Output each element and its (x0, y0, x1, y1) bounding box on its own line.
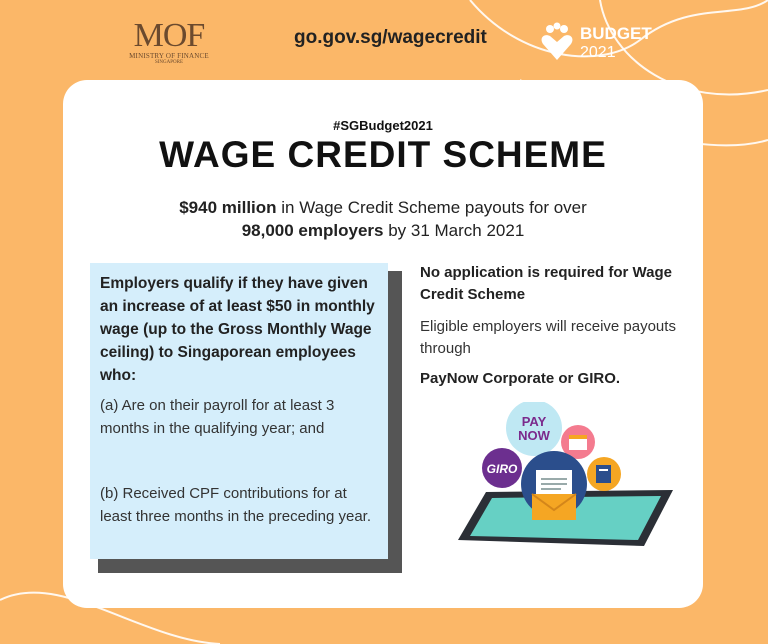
payout-text: Eligible employers will receive payouts through (420, 318, 676, 357)
heart-people-icon (540, 22, 574, 62)
employer-count: 98,000 employers (241, 221, 384, 240)
svg-text:NOW: NOW (518, 428, 550, 443)
payout-amount: $940 million (179, 198, 277, 217)
mof-logo: MOF MINISTRY OF FINANCE SINGAPORE (129, 17, 209, 65)
no-application-heading: No application is required for Wage Credit Scheme (420, 264, 672, 303)
book-icon (587, 457, 621, 491)
budget-2021-logo: BUDGET 2021 (540, 20, 660, 66)
paynow-icon (506, 402, 562, 456)
svg-text:GIRO: GIRO (486, 462, 518, 476)
giro-icon (482, 448, 522, 488)
page-title: WAGE CREDIT SCHEME (159, 134, 607, 175)
eligibility-box (90, 263, 388, 559)
hashtag: #SGBudget2021 (333, 118, 433, 133)
campaign-url[interactable]: go.gov.sg/wagecredit (294, 27, 487, 48)
eligibility-point-b: (b) Received CPF contributions for at least three months in the preceding year. (100, 485, 371, 525)
tablet-payment-illustration (448, 402, 688, 562)
payout-methods: PayNow Corporate or GIRO. (420, 370, 621, 387)
subtitle: $940 million in Wage Credit Scheme payouts for over 98,000 employers by 31 March 2021 (179, 198, 587, 240)
eligibility-lead: Employers qualify if they have given an increase of at least $50 in monthly wage (up to the Gross Monthly Wage ceiling) to Singaporean employees who: (100, 275, 375, 384)
eligibility-point-a: (a) Are on their payroll for at least 3 months in the qualifying year; and (100, 397, 335, 437)
svg-text:PAY: PAY (521, 414, 547, 429)
